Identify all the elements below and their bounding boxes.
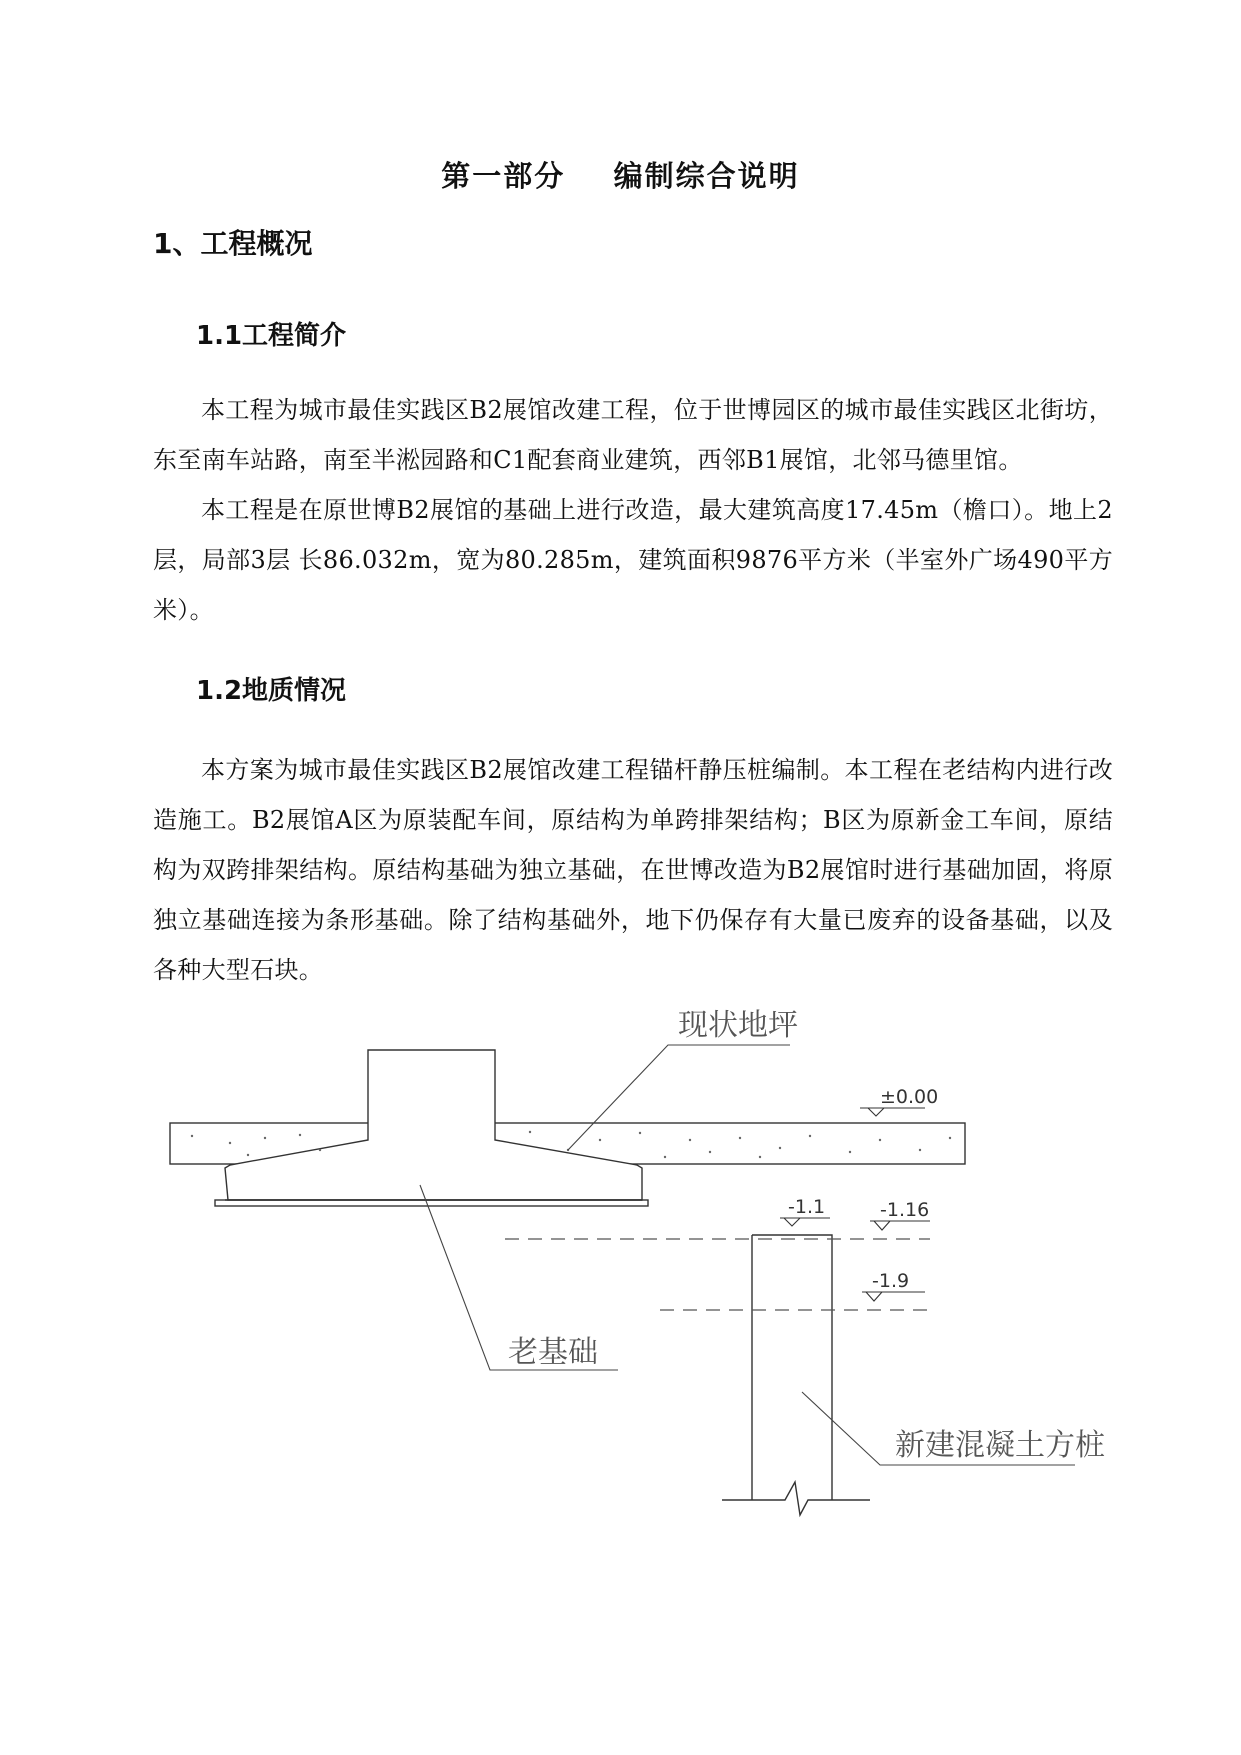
pile-break-line (722, 1482, 870, 1515)
paragraph-project-dimensions: 本工程是在原世博B2展馆的基础上进行改造，最大建筑高度17.45m（檐口）。地上2层，局部3层 长86.032m，宽为80.285m，建筑面积9876平方米（半室外广场490平方米）。 (153, 496, 1113, 624)
elevation-label-zero: ±0.00 (880, 1086, 939, 1108)
label-existing-slab: 现状地坪 (678, 1008, 798, 1043)
new-concrete-pile (752, 1235, 832, 1500)
label-new-pile: 新建混凝土方桩 (895, 1428, 1105, 1463)
elevation-marker-b (870, 1221, 930, 1230)
section-heading-project-overview: 1、工程概况 (153, 227, 313, 260)
paragraph-geology: 本方案为城市最佳实践区B2展馆改建工程锚杆静压桩编制。本工程在老结构内进行改造施工。B2展馆A区为原装配车间，原结构为单跨排架结构；B区为原新金工车间，原结构为双跨排架结构。原结构基础为独立基础，在世博改造为B2展馆时进行基础加固，将原独立基础连接为条形基础。除了结构基础外，地下仍保存有大量已废弃的设备基础，以及各种大型石块。 (153, 756, 1113, 984)
foundation-base-plate (215, 1200, 648, 1206)
elevation-label-a: -1.1 (788, 1196, 826, 1218)
elevation-marker-c (862, 1292, 925, 1301)
label-old-foundation: 老基础 (508, 1335, 598, 1370)
old-foundation (225, 1050, 642, 1200)
section-heading-project-intro: 1.1工程简介 (196, 321, 347, 351)
foundation-section-drawing (0, 980, 1241, 1540)
elevation-marker-zero (860, 1108, 925, 1116)
section-heading-geology: 1.2地质情况 (196, 676, 347, 706)
page-title: 第一部分 编制综合说明 (441, 159, 800, 193)
elevation-label-c: -1.9 (872, 1270, 910, 1292)
leader-existing-slab (568, 1045, 790, 1150)
elevation-marker-a (780, 1218, 830, 1226)
elevation-label-b: -1.16 (880, 1199, 930, 1221)
paragraph-project-location: 本工程为城市最佳实践区B2展馆改建工程，位于世博园区的城市最佳实践区北街坊，东至南车站路，南至半淞园路和C1配套商业建筑，西邻B1展馆，北邻马德里馆。 (153, 396, 1113, 474)
